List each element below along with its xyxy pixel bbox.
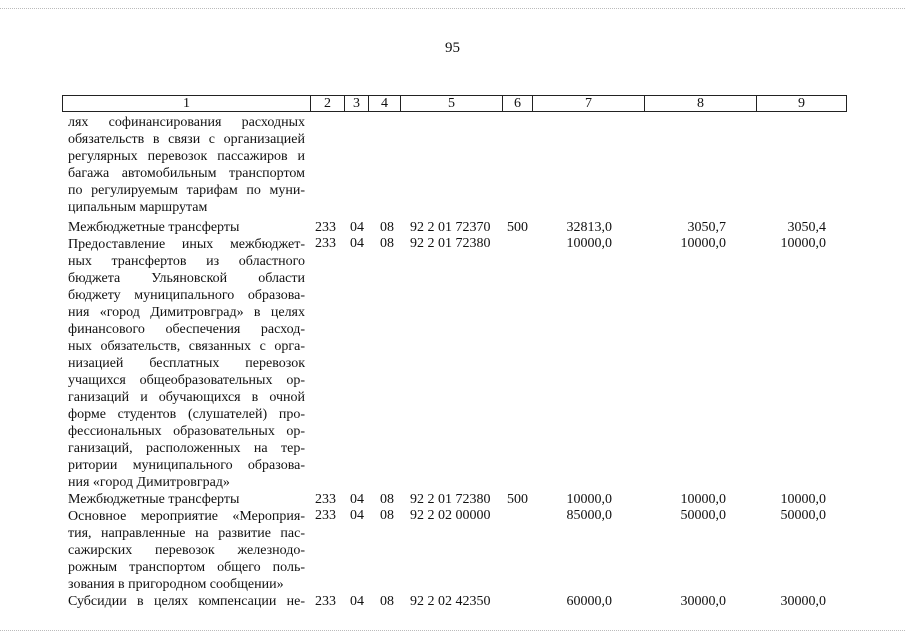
cell-col-5: 92 2 02 00000 xyxy=(410,508,491,523)
table-row xyxy=(68,114,305,216)
scan-edge-bottom xyxy=(0,630,905,632)
row-text-line: бюджета Ульяновской области xyxy=(68,271,305,286)
table-row xyxy=(68,593,305,610)
row-text-line: Межбюджетные трансферты xyxy=(68,492,240,507)
table-header xyxy=(62,95,847,112)
cell-col-9: 30000,0 xyxy=(780,594,826,609)
page-number: 95 xyxy=(445,40,460,56)
row-text-line: багажа автомобильным транспортом xyxy=(68,166,305,181)
table-row xyxy=(68,491,305,508)
cell-col-5: 92 2 01 72380 xyxy=(410,236,491,251)
cell-col-3: 04 xyxy=(350,594,364,609)
scan-edge-top xyxy=(0,8,905,10)
cell-col-7: 85000,0 xyxy=(566,508,612,523)
row-text-line: ных трансфертов из областного xyxy=(68,254,305,269)
cell-col-2: 233 xyxy=(315,508,336,523)
header-col-1: 1 xyxy=(183,96,190,111)
cell-col-9: 50000,0 xyxy=(780,508,826,523)
row-text-line: Межбюджетные трансферты xyxy=(68,220,240,235)
cell-col-9: 3050,4 xyxy=(787,220,826,235)
header-col-4: 4 xyxy=(381,96,388,111)
cell-col-8: 50000,0 xyxy=(680,508,726,523)
row-text-line: ципальным маршрутам xyxy=(68,200,208,215)
row-text-line: бюджету муниципального образова- xyxy=(68,288,305,303)
cell-col-5: 92 2 01 72370 xyxy=(410,220,491,235)
cell-col-8: 3050,7 xyxy=(687,220,726,235)
row-text-line: по регулируемым тарифам по муни- xyxy=(68,183,305,198)
row-text-line: Предоставление иных межбюджет- xyxy=(68,237,305,252)
row-text-line: ганизаций и обучающихся в очной xyxy=(68,390,305,405)
row-text-line: ных обязательств, связанных с орга- xyxy=(68,339,305,354)
row-text-line: Субсидии в целях компенсации не- xyxy=(68,594,305,609)
cell-col-3: 04 xyxy=(350,236,364,251)
cell-col-3: 04 xyxy=(350,508,364,523)
cell-col-2: 233 xyxy=(315,236,336,251)
header-col-2: 2 xyxy=(324,96,331,111)
cell-col-9: 10000,0 xyxy=(780,492,826,507)
row-text-line: зования в пригородном сообщении» xyxy=(68,577,284,592)
row-text-line: тия, направленные на развитие пас- xyxy=(68,526,305,541)
table-row xyxy=(68,219,305,236)
row-text-line: ганизаций, расположенных на тер- xyxy=(68,441,305,456)
row-text-line: сажирских перевозок железнодо- xyxy=(68,543,305,558)
table-row xyxy=(68,508,305,593)
row-text-line: обязательств в связи с организацией xyxy=(68,132,305,147)
row-text-line: фессиональных образовательных ор- xyxy=(68,424,305,439)
header-col-9: 9 xyxy=(798,96,805,111)
row-text-line: ния «город Димитровград» xyxy=(68,475,230,490)
row-text-line: низацией бесплатных перевозок xyxy=(68,356,305,371)
row-text-line: ния «город Димитровград» в целях xyxy=(68,305,305,320)
cell-col-2: 233 xyxy=(315,594,336,609)
row-text-line: ритории муниципального образова- xyxy=(68,458,305,473)
cell-col-4: 08 xyxy=(380,594,394,609)
row-text-line: форме студентов (слушателей) про- xyxy=(68,407,305,422)
cell-col-9: 10000,0 xyxy=(780,236,826,251)
cell-col-8: 10000,0 xyxy=(680,236,726,251)
cell-col-7: 32813,0 xyxy=(566,220,612,235)
row-text-line: финансового обеспечения расход- xyxy=(68,322,305,337)
cell-col-5: 92 2 02 42350 xyxy=(410,594,491,609)
cell-col-7: 60000,0 xyxy=(566,594,612,609)
row-text-line: учащихся общеобразовательных ор- xyxy=(68,373,305,388)
cell-col-5: 92 2 01 72380 xyxy=(410,492,491,507)
cell-col-7: 10000,0 xyxy=(566,236,612,251)
header-col-8: 8 xyxy=(697,96,704,111)
cell-col-4: 08 xyxy=(380,492,394,507)
header-col-7: 7 xyxy=(585,96,592,111)
row-text-line: лях софинансирования расходных xyxy=(68,115,305,130)
header-col-6: 6 xyxy=(514,96,521,111)
cell-col-8: 10000,0 xyxy=(680,492,726,507)
header-col-3: 3 xyxy=(353,96,360,111)
cell-col-3: 04 xyxy=(350,492,364,507)
row-text-line: Основное мероприятие «Мероприя- xyxy=(68,509,305,524)
cell-col-2: 233 xyxy=(315,220,336,235)
cell-col-4: 08 xyxy=(380,508,394,523)
cell-col-6: 500 xyxy=(507,492,528,507)
cell-col-4: 08 xyxy=(380,236,394,251)
row-text-line: регулярных перевозок пассажиров и xyxy=(68,149,305,164)
cell-col-2: 233 xyxy=(315,492,336,507)
row-text-line: рожным транспортом общего поль- xyxy=(68,560,305,575)
cell-col-7: 10000,0 xyxy=(566,492,612,507)
cell-col-6: 500 xyxy=(507,220,528,235)
cell-col-8: 30000,0 xyxy=(680,594,726,609)
cell-col-4: 08 xyxy=(380,220,394,235)
cell-col-3: 04 xyxy=(350,220,364,235)
table-row xyxy=(68,236,305,491)
header-col-5: 5 xyxy=(448,96,455,111)
